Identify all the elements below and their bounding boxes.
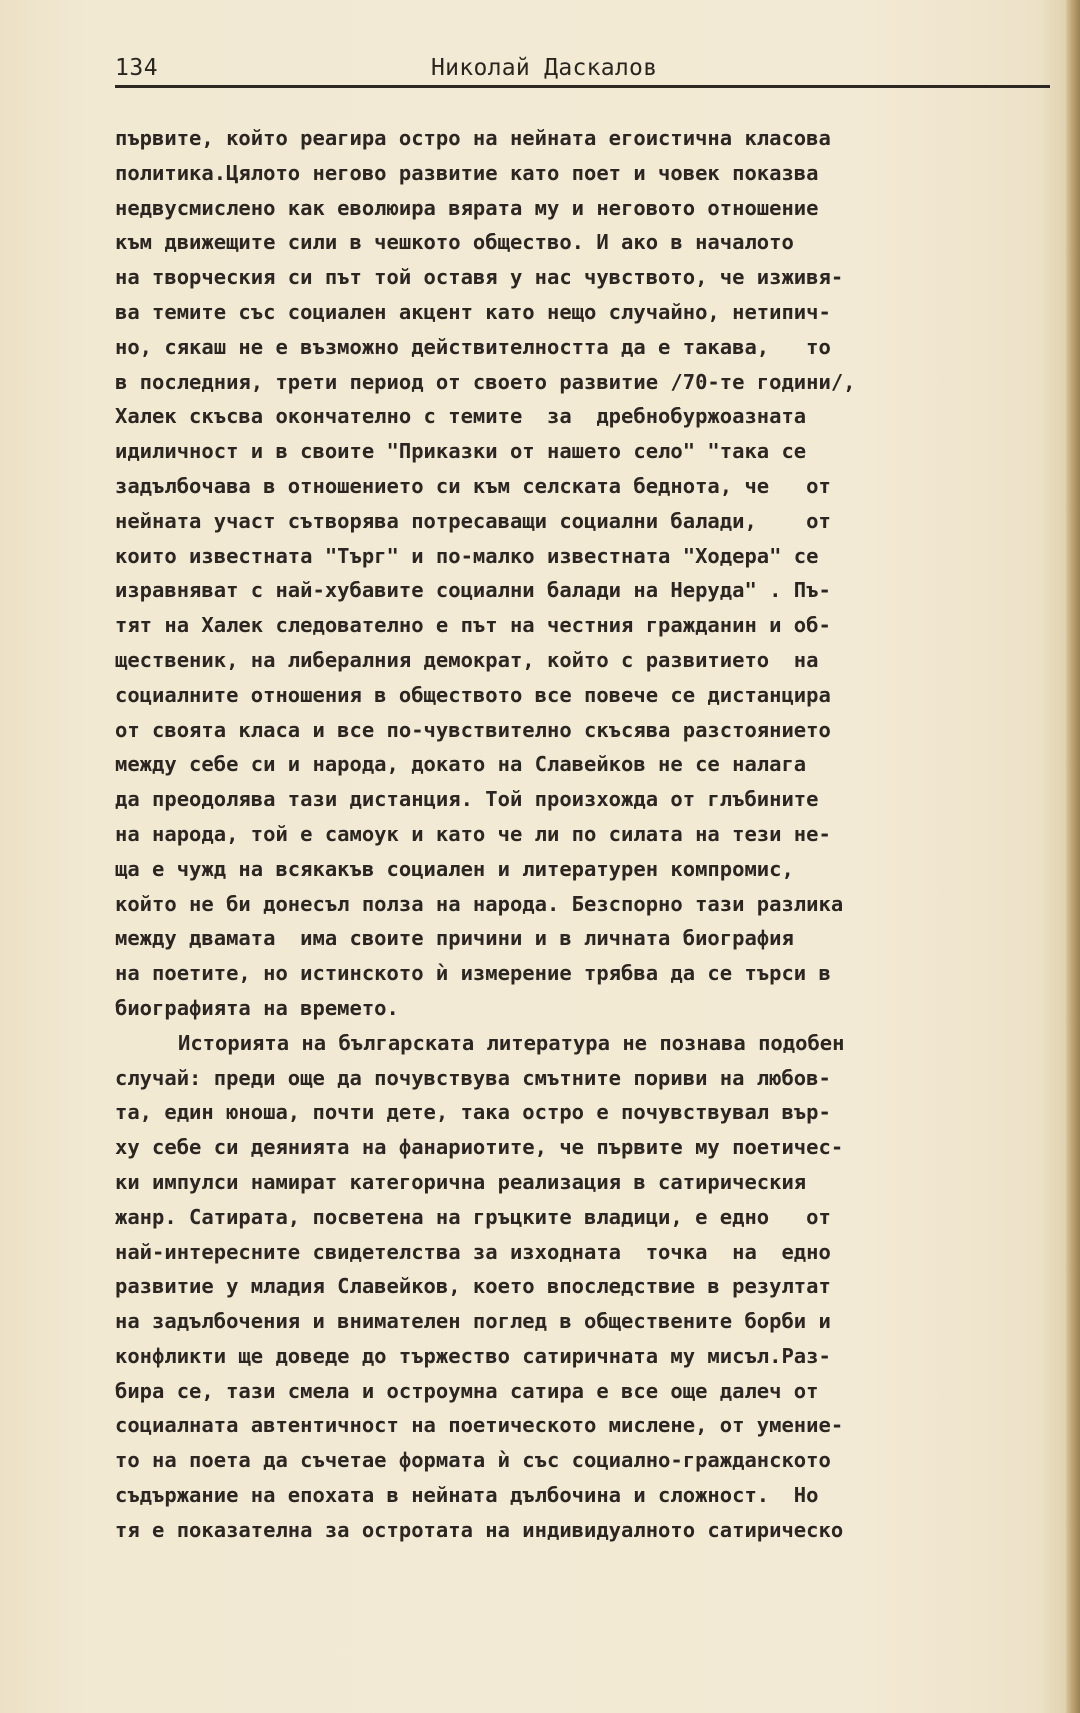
- text-line: към движещите сили в чешкото общество. И ако в началото: [115, 230, 794, 255]
- text-line: първите, който реагира остро на нейната егоистична класова: [115, 126, 831, 150]
- text-line: тя е показателна за остротата на индивидуалното сатирическо: [115, 1517, 844, 1542]
- text-line: на народа, той е самоук и като че ли по силата на тези не-: [115, 821, 831, 846]
- page-header: [115, 50, 1050, 86]
- text-line: задълбочава в отношението си към селската беднота, че от: [115, 473, 831, 498]
- text-line: но, сякаш не е възможно действителността да е такава, то: [115, 334, 831, 359]
- text-line: развитие у младия Славейков, което впоследствие в резултат: [115, 1274, 831, 1299]
- text-line: тят на Халек следователно е път на честния гражданин и об-: [115, 613, 831, 638]
- text-line: на поетите, но истинското ѝ измерение трябва да се търси в: [115, 961, 831, 986]
- page-number: 134: [115, 55, 159, 81]
- text-line: случай: преди още да почувствува смътните пориви на любов-: [115, 1065, 831, 1090]
- text-line: който не би донесъл полза на народа. Безспорно тази разлика: [115, 891, 844, 916]
- text-line: идиличност и в своите "Приказки от нашето село" "така се: [115, 439, 807, 464]
- text-line: на творческия си път той оставя у нас чувството, че изживя-: [115, 265, 844, 290]
- text-line: политика.Цялото негово развитие като поет и човек показва: [115, 160, 819, 185]
- text-line: на задълбочения и внимателен поглед в обществените борби и: [115, 1309, 831, 1334]
- text-line: конфликти ще доведе до тържество сатиричната му мисъл.Раз-: [115, 1343, 831, 1368]
- text-line: да преодолява тази дистанция. Той произхожда от глъбините: [115, 787, 819, 812]
- text-line: социалните отношения в обществото все повече се дистанцира: [115, 682, 831, 707]
- body-text: [115, 121, 1060, 1548]
- text-line: биографията на времето.: [115, 995, 399, 1020]
- text-line: жанр. Сатирата, посветена на гръцките владици, е едно от: [115, 1204, 831, 1229]
- page-edge-shadow: [1066, 0, 1080, 1713]
- running-head-author: Николай Даскалов: [431, 55, 658, 81]
- text-line: та, един юноша, почти дете, така остро е почувствувал вър-: [115, 1100, 831, 1125]
- text-line: то на поета да съчетае формата ѝ със социално-гражданското: [115, 1448, 831, 1473]
- text-line: между себе си и народа, докато на Славейков не се налага: [115, 752, 807, 777]
- text-line: които известната "Търг" и по-малко известната "Ходера" се: [115, 543, 819, 568]
- text-line: ху себе си деянията на фанариотите, че първите му поетичес-: [115, 1135, 844, 1160]
- header-rule: [115, 85, 1050, 88]
- text-line: бира се, тази смела и остроумна сатира е все още далеч от: [115, 1378, 819, 1403]
- text-line: нейната участ сътворява потресаващи социални балади, от: [115, 508, 831, 533]
- text-line: социалната автентичност на поетическото мислене, от умение-: [115, 1413, 844, 1438]
- text-line: изравняват с най-хубавите социални балади на Неруда" . Пъ-: [115, 578, 831, 603]
- text-line: ки импулси намират категорична реализация в сатирическия: [115, 1169, 807, 1194]
- text-line: ща е чужд на всякакъв социален и литературен компромис,: [115, 856, 794, 881]
- text-line: Халек скъсва окончателно с темите за дребнобуржоазната: [115, 404, 807, 429]
- text-line: от своята класа и все по-чувствително скъсява разстоянието: [115, 717, 831, 742]
- text-line: ва темите със социален акцент като нещо случайно, нетипич-: [115, 299, 831, 324]
- text-line: щественик, на либералния демократ, който с развитието на: [115, 647, 819, 672]
- paragraph-first-line: Историята на българската литература не познава подобен: [178, 1030, 845, 1055]
- text-line: в последния, трети период от своето развитие /70-те години/,: [115, 369, 856, 394]
- text-line: най-интересните свидетелства за изходната точка на едно: [115, 1239, 831, 1264]
- text-line: недвусмислено как еволюира вярата му и неговото отношение: [115, 195, 819, 220]
- text-line: между двамата има своите причини и в личната биография: [115, 926, 794, 951]
- text-line: съдържание на епохата в нейната дълбочина и сложност. Но: [115, 1483, 819, 1508]
